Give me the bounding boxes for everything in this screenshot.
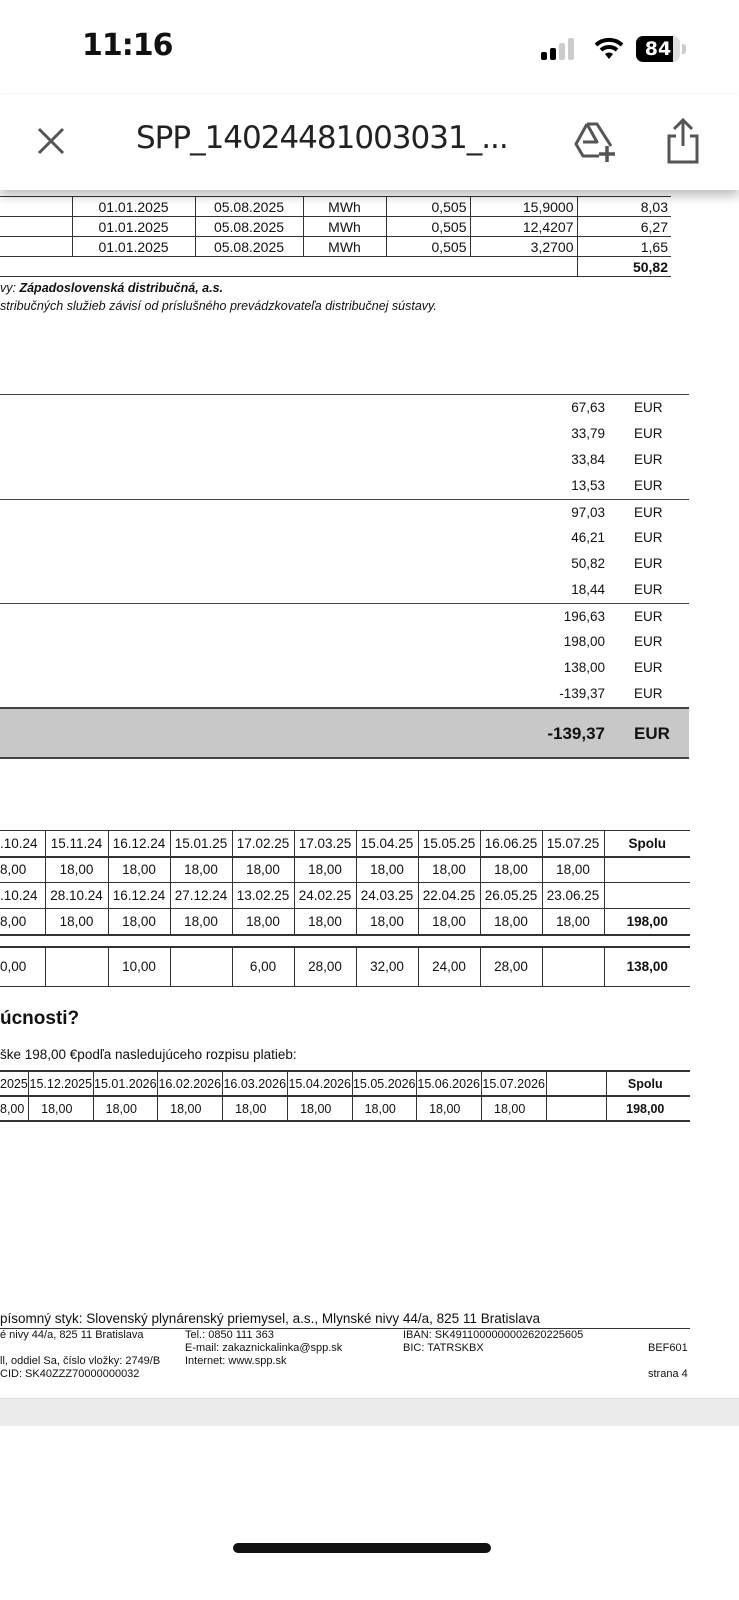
currency: EUR [634, 530, 663, 545]
footer-email: E-mail: zakaznickalinka@spp.sk [185, 1342, 343, 1354]
table-cell: 18,00 [222, 1096, 287, 1121]
table-cell: .10.24 [0, 883, 45, 909]
wifi-icon [594, 36, 624, 60]
invoice-summary [0, 394, 689, 759]
table-cell: 3,2700 [470, 237, 577, 257]
footer-registration: ll, oddiel Sa, číslo vložky: 2749/B [0, 1355, 161, 1367]
table-cell: 15.01.2026 [93, 1071, 157, 1096]
footer-iban: IBAN: SK4911000000002620225605 [403, 1329, 584, 1341]
table-cell: 32,00 [356, 947, 418, 987]
summary-row [0, 629, 689, 655]
table-cell: 18,00 [287, 1096, 352, 1121]
currency: EUR [634, 426, 663, 441]
table-cell: 198,00 [606, 1096, 690, 1121]
table-cell: 24.03.25 [356, 883, 418, 909]
table-cell [0, 197, 72, 217]
total-currency: EUR [634, 724, 670, 743]
table-cell: 15.07.2026 [481, 1071, 546, 1096]
table-cell: 8,00 [0, 909, 45, 935]
amount: 33,79 [571, 426, 605, 441]
table-cell: 16.12.24 [108, 883, 170, 909]
footer-page-number: strana 4 [648, 1368, 688, 1380]
table-cell: 17.02.25 [232, 831, 294, 857]
table-cell: 16.12.24 [108, 831, 170, 857]
table-cell: 6,00 [232, 947, 294, 987]
table-cell: 8,00 [0, 1096, 28, 1121]
table-cell: 18,00 [542, 857, 604, 883]
table-cell: 10,00 [108, 947, 170, 987]
paid-dates-row [0, 883, 690, 909]
currency: EUR [634, 452, 663, 467]
amount: 33,84 [571, 452, 605, 467]
table-cell: 22.04.25 [418, 883, 480, 909]
distributor-note [0, 281, 223, 295]
cellular-signal-icon [541, 38, 579, 60]
table-cell: 198,00 [604, 909, 690, 935]
amount: 13,53 [571, 478, 605, 493]
close-icon[interactable] [34, 124, 68, 158]
table-cell [604, 883, 690, 909]
table-row [0, 197, 671, 217]
currency: EUR [634, 478, 663, 493]
table-cell: 8,03 [577, 197, 671, 217]
table-cell: Spolu [604, 831, 690, 857]
table-cell: .10.24 [0, 831, 45, 857]
table-cell: 18,00 [108, 909, 170, 935]
section-intro: ške 198,00 €podľa nasledujúceho rozpisu platieb: [0, 1047, 297, 1062]
note-prefix: vy: [0, 281, 16, 295]
total-row [0, 257, 671, 277]
table-cell: 16.03.2026 [222, 1071, 287, 1096]
paid-row [0, 909, 690, 935]
summary-row [0, 421, 689, 447]
table-cell: 1,65 [577, 237, 671, 257]
table-cell: 18,00 [418, 857, 480, 883]
footer-correspondence: písomný styk: Slovenský plynárenský priemysel, a.s., Mlynské nivy 44/a, 825 11 Bratislava [0, 1311, 690, 1329]
table-cell: 01.01.2025 [72, 237, 195, 257]
total-amount: -139,37 [547, 724, 605, 743]
table-cell: 16.02.2026 [157, 1071, 222, 1096]
amount: 18,44 [571, 582, 605, 597]
share-icon[interactable] [665, 118, 701, 164]
footer-code: BEF601 [648, 1342, 688, 1354]
table-cell: 0,00 [0, 947, 45, 987]
table-cell: 15.01.25 [170, 831, 232, 857]
gap-row [0, 935, 690, 947]
summary-row [0, 473, 689, 499]
table-cell [0, 257, 577, 277]
summary-row [0, 577, 689, 603]
table-cell: 18,00 [356, 857, 418, 883]
table-cell: 15.07.25 [542, 831, 604, 857]
table-cell: 24.02.25 [294, 883, 356, 909]
table-cell: 18,00 [45, 909, 108, 935]
table-cell: 18,00 [481, 1096, 546, 1121]
add-to-drive-icon[interactable] [573, 120, 617, 164]
table-cell: 05.08.2025 [195, 237, 303, 257]
table-cell: 18,00 [170, 857, 232, 883]
payments-row [0, 947, 690, 987]
table-cell [542, 947, 604, 987]
table-cell: 8,00 [0, 857, 45, 883]
table-cell: 0,505 [386, 217, 470, 237]
table-cell [604, 857, 690, 883]
document-title: SPP_14024481003031_... [136, 120, 508, 156]
table-cell [546, 1096, 606, 1121]
amount: 67,63 [571, 400, 605, 415]
table-cell: 18,00 [542, 909, 604, 935]
footer-web: Internet: www.spp.sk [185, 1355, 287, 1367]
table-cell: 12,4207 [470, 217, 577, 237]
table-cell: 18,00 [232, 909, 294, 935]
table-cell: 15.11.24 [45, 831, 108, 857]
table-cell: 15.05.25 [418, 831, 480, 857]
table-cell: 18,00 [294, 857, 356, 883]
table-cell: 18,00 [352, 1096, 416, 1121]
status-time: 11:16 [82, 28, 173, 63]
table-cell: 28.10.24 [45, 883, 108, 909]
amount: -139,37 [559, 686, 605, 701]
table-cell: 23.06.25 [542, 883, 604, 909]
future-dates-row [0, 1071, 690, 1096]
table-cell: 05.08.2025 [195, 197, 303, 217]
total-value: 50,82 [577, 257, 671, 277]
table-cell: 15.12.2025 [28, 1071, 93, 1096]
summary-row [0, 499, 689, 525]
footer-address: é nivy 44/a, 825 11 Bratislava [0, 1329, 144, 1341]
table-cell: 2025 [0, 1071, 28, 1096]
distribution-note: stribučných služieb závisí od príslušného prevádzkovateľa distribučnej sústavy. [0, 299, 437, 313]
distributor-name: Západoslovenská distribučná, a.s. [19, 281, 224, 295]
table-cell: 15.04.2026 [287, 1071, 352, 1096]
amount: 97,03 [571, 505, 605, 520]
table-cell: 18,00 [93, 1096, 157, 1121]
currency: EUR [634, 556, 663, 571]
footer-cid: CID: SK40ZZZ70000000032 [0, 1368, 140, 1380]
currency: EUR [634, 686, 663, 701]
table-cell: 18,00 [356, 909, 418, 935]
future-amounts-row [0, 1096, 690, 1121]
home-indicator[interactable] [233, 1543, 491, 1553]
amount: 196,63 [563, 609, 605, 624]
footer-tel: Tel.: 0850 111 363 [185, 1329, 274, 1341]
table-cell: 15.04.25 [356, 831, 418, 857]
table-cell: 18,00 [480, 857, 542, 883]
table-cell: 18,00 [45, 857, 108, 883]
currency: EUR [634, 505, 663, 520]
summary-row [0, 603, 689, 629]
currency: EUR [634, 400, 663, 415]
table-cell: 18,00 [170, 909, 232, 935]
table-cell: 0,505 [386, 237, 470, 257]
table-cell: MWh [303, 237, 386, 257]
table-cell: 24,00 [418, 947, 480, 987]
table-cell: 27.12.24 [170, 883, 232, 909]
table-cell: 28,00 [294, 947, 356, 987]
table-cell: 18,00 [418, 909, 480, 935]
amount: 138,00 [563, 660, 605, 675]
battery-indicator [636, 36, 688, 62]
table-cell: 13.02.25 [232, 883, 294, 909]
table-cell: 18,00 [232, 857, 294, 883]
amount: 46,21 [571, 530, 605, 545]
table-cell: 15,9000 [470, 197, 577, 217]
table-cell: 05.08.2025 [195, 217, 303, 237]
table-cell: 18,00 [416, 1096, 481, 1121]
table-cell: 18,00 [28, 1096, 93, 1121]
summary-row [0, 447, 689, 473]
table-cell: 17.03.25 [294, 831, 356, 857]
summary-total [0, 707, 689, 759]
section-heading: úcnosti? [0, 1008, 80, 1029]
currency: EUR [634, 634, 663, 649]
table-row [0, 217, 671, 237]
table-cell: MWh [303, 217, 386, 237]
table-cell: 01.01.2025 [72, 217, 195, 237]
currency: EUR [634, 609, 663, 624]
future-payments-table [0, 1070, 690, 1122]
table-cell: 18,00 [157, 1096, 222, 1121]
summary-row [0, 681, 689, 707]
currency: EUR [634, 660, 663, 675]
due-dates-row [0, 831, 690, 857]
table-cell: MWh [303, 197, 386, 217]
footer-bic: BIC: TATRSKBX [403, 1342, 484, 1354]
table-cell: 01.01.2025 [72, 197, 195, 217]
table-cell [170, 947, 232, 987]
summary-row [0, 551, 689, 577]
table-cell: 6,27 [577, 217, 671, 237]
table-cell: 28,00 [480, 947, 542, 987]
battery-level: 84 [644, 38, 672, 60]
distribution-table [0, 196, 671, 277]
table-cell [45, 947, 108, 987]
table-cell: 15.06.2026 [416, 1071, 481, 1096]
currency: EUR [634, 582, 663, 597]
table-cell [0, 237, 72, 257]
page-separator [0, 1398, 739, 1426]
table-cell: 18,00 [294, 909, 356, 935]
table-cell [0, 935, 690, 947]
prescribed-row [0, 857, 690, 883]
table-cell: 18,00 [480, 909, 542, 935]
table-cell [546, 1071, 606, 1096]
summary-row [0, 395, 689, 421]
advance-payments-table [0, 830, 690, 987]
table-cell: 15.05.2026 [352, 1071, 416, 1096]
table-cell: Spolu [606, 1071, 690, 1096]
table-cell: 0,505 [386, 197, 470, 217]
table-cell [0, 217, 72, 237]
amount: 50,82 [571, 556, 605, 571]
amount: 198,00 [563, 634, 605, 649]
summary-row [0, 525, 689, 551]
table-cell: 18,00 [108, 857, 170, 883]
summary-row [0, 655, 689, 681]
table-cell: 26.05.25 [480, 883, 542, 909]
table-cell: 138,00 [604, 947, 690, 987]
table-cell: 16.06.25 [480, 831, 542, 857]
table-row [0, 237, 671, 257]
